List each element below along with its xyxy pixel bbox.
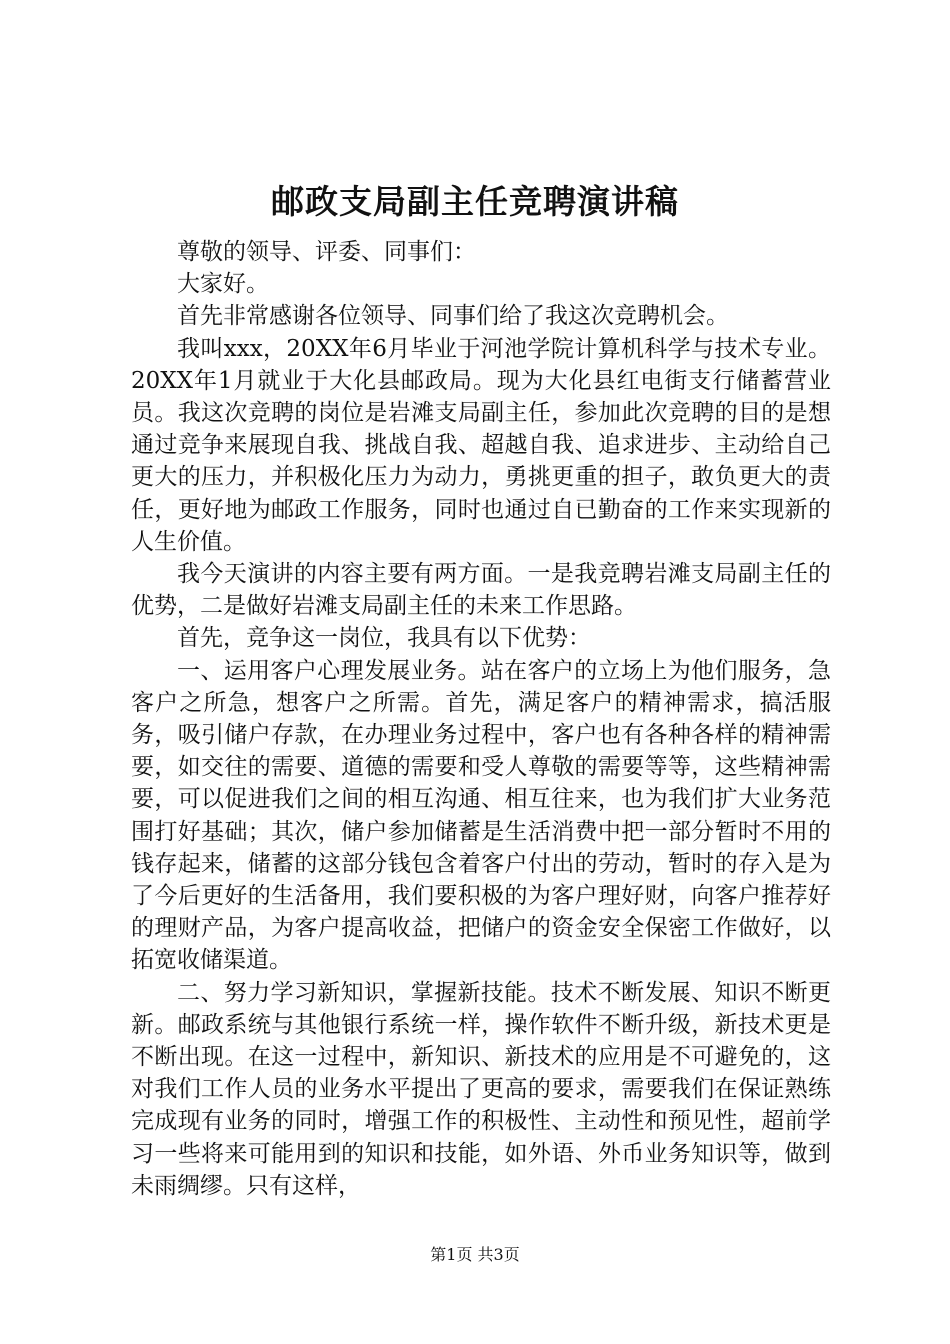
page-number-footer: 第1页 共3页 xyxy=(430,1245,520,1264)
document-body xyxy=(131,236,831,1202)
paragraph-introduction: 我叫xxx，20XX年6月毕业于河池学院计算机科学与技术专业。20XX年1月就业于大化县邮政局。现为大化县红电街支行储蓄营业员。我这次竞聘的岗位是岩滩支局副主任，参加此次竞聘的目的是想通过竞争来展现自我、挑战自我、超越自我、追求进步、主动给自己更大的压力，并积极化压力为动力，勇挑更重的担子，敢负更大的责任，更好地为邮政工作服务，同时也通过自已勤奋的工作来实现新的人生价值。 xyxy=(131,335,831,555)
paragraph-greeting: 大家好。 xyxy=(177,271,269,298)
paragraph-advantage-two: 二、努力学习新知识，掌握新技能。技术不断发展、知识不断更新。邮政系统与其他银行系统一样，操作软件不断升级，新技术更是不断出现。在这一过程中，新知识、新技术的应用是不可避免的，这对我们工作人员的业务水平提出了更高的要求，需要我们在保证熟练完成现有业务的同时，增强工作的积极性、主动性和预见性，超前学习一些将来可能用到的知识和技能，如外语、外币业务知识等，做到未雨绸缪。只有这样， xyxy=(131,979,831,1199)
paragraph-advantage-one: 一、运用客户心理发展业务。站在客户的立场上为他们服务，急客户之所急，想客户之所需。首先，满足客户的精神需求，搞活服务，吸引储户存款，在办理业务过程中，客户也有各种各样的精神需要，如交往的需要、道德的需要和受人尊敬的需要等等，这些精神需要，可以促进我们之间的相互沟通、相互往来，也为我们扩大业务范围打好基础；其次，储户参加储蓄是生活消费中把一部分暂时不用的钱存起来，储蓄的这部分钱包含着客户付出的劳动，暂时的存入是为了今后更好的生活备用，我们要积极的为客户理好财，向客户推荐好的理财产品，为客户提高收益，把储户的资金安全保密工作做好，以拓宽收储渠道。 xyxy=(131,657,831,974)
paragraph-thanks: 首先非常感谢各位领导、同事们给了我这次竞聘机会。 xyxy=(177,303,729,330)
paragraph-salutation: 尊敬的领导、评委、同事们： xyxy=(177,239,476,265)
paragraph-outline: 我今天演讲的内容主要有两方面。一是我竞聘岩滩支局副主任的优势，二是做好岩滩支局副主任的未来工作思路。 xyxy=(131,561,831,620)
paragraph-advantages-intro: 首先，竞争这一岗位，我具有以下优势： xyxy=(177,625,591,652)
document-title: 邮政支局副主任竞聘演讲稿 xyxy=(271,182,679,221)
